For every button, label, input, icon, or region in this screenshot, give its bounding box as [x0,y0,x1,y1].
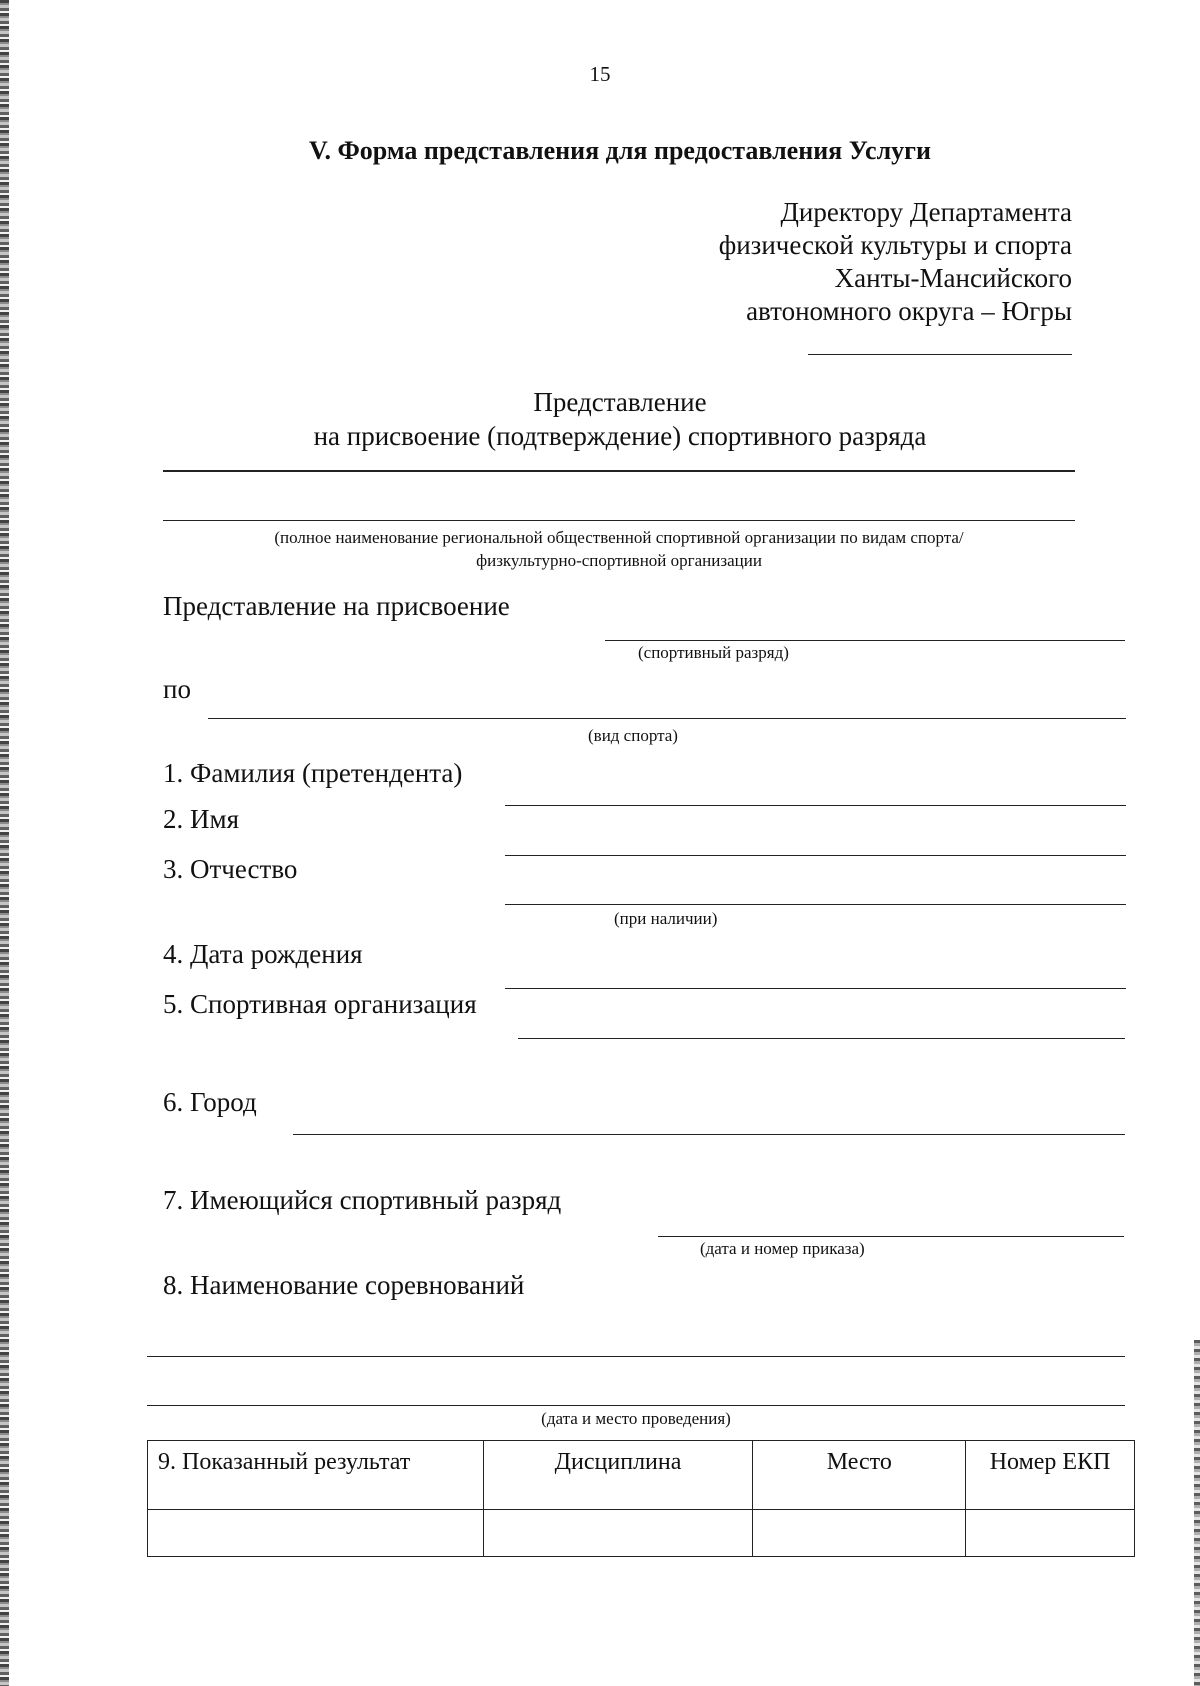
name-field[interactable] [505,855,1126,856]
patronymic-caption: (при наличии) [614,909,718,928]
addressee-blank-line[interactable] [808,354,1072,355]
organization-blank-line-2[interactable] [163,520,1075,521]
organization-caption-line-1: (полное наименование региональной общественной спортивной организации по видам спорта/ [274,528,964,547]
existing-rank-field[interactable] [658,1236,1124,1237]
birth-date-field[interactable] [505,988,1126,989]
patronymic-field[interactable] [505,904,1126,905]
addressee-line-2: физической культуры и спорта [718,230,1072,260]
scan-edge-right [1194,1340,1200,1686]
existing-rank-label: 7. Имеющийся спортивный разряд [163,1185,562,1215]
cell-result[interactable] [148,1510,484,1557]
table-row [148,1510,1135,1557]
city-label: 6. Город [163,1087,257,1117]
competition-name-field-1[interactable] [147,1356,1125,1357]
document-title-line-1: Представление [533,387,707,417]
results-table [147,1440,1135,1557]
header-ekp-number: Номер ЕКП [966,1441,1135,1510]
date-place-caption: (дата и место проведения) [541,1409,731,1428]
cell-place[interactable] [753,1510,966,1557]
organization-caption-line-2: физкультурно-спортивной организации [476,551,762,570]
cell-ekp-number[interactable] [966,1510,1135,1557]
sport-rank-field[interactable] [605,640,1125,641]
header-discipline: Дисциплина [483,1441,753,1510]
surname-field[interactable] [505,805,1126,806]
patronymic-label: 3. Отчество [163,854,298,884]
header-result: 9. Показанный результат [148,1441,484,1510]
organization-blank-line-1[interactable] [163,470,1075,472]
sport-org-label: 5. Спортивная организация [163,989,477,1019]
addressee-line-1: Директору Департамента [780,197,1072,227]
scan-edge-left [0,0,9,1686]
city-field[interactable] [293,1134,1125,1135]
cell-discipline[interactable] [483,1510,753,1557]
addressee-block [719,196,1072,328]
surname-label: 1. Фамилия (претендента) [163,758,463,788]
competition-name-label: 8. Наименование соревнований [163,1270,525,1300]
po-label: по [163,674,191,704]
sport-org-field[interactable] [518,1038,1125,1039]
sport-kind-field[interactable] [208,718,1126,719]
sport-kind-caption: (вид спорта) [588,726,678,745]
page-number: 15 [589,62,611,86]
competition-name-field-2[interactable] [147,1405,1125,1406]
order-caption: (дата и номер приказа) [700,1239,865,1258]
sport-rank-caption: (спортивный разряд) [638,643,789,662]
presentation-label: Представление на присвоение [163,591,510,621]
addressee-line-3: Ханты-Мансийского [834,263,1072,293]
name-label: 2. Имя [163,804,240,834]
addressee-line-4: автономного округа – Югры [746,296,1072,326]
birth-date-label: 4. Дата рождения [163,939,363,969]
section-title: V. Форма представления для предоставления Услуги [309,136,931,165]
results-header-row [148,1441,1135,1510]
document-title-line-2: на присвоение (подтверждение) спортивного разряда [313,421,927,451]
header-place: Место [753,1441,966,1510]
